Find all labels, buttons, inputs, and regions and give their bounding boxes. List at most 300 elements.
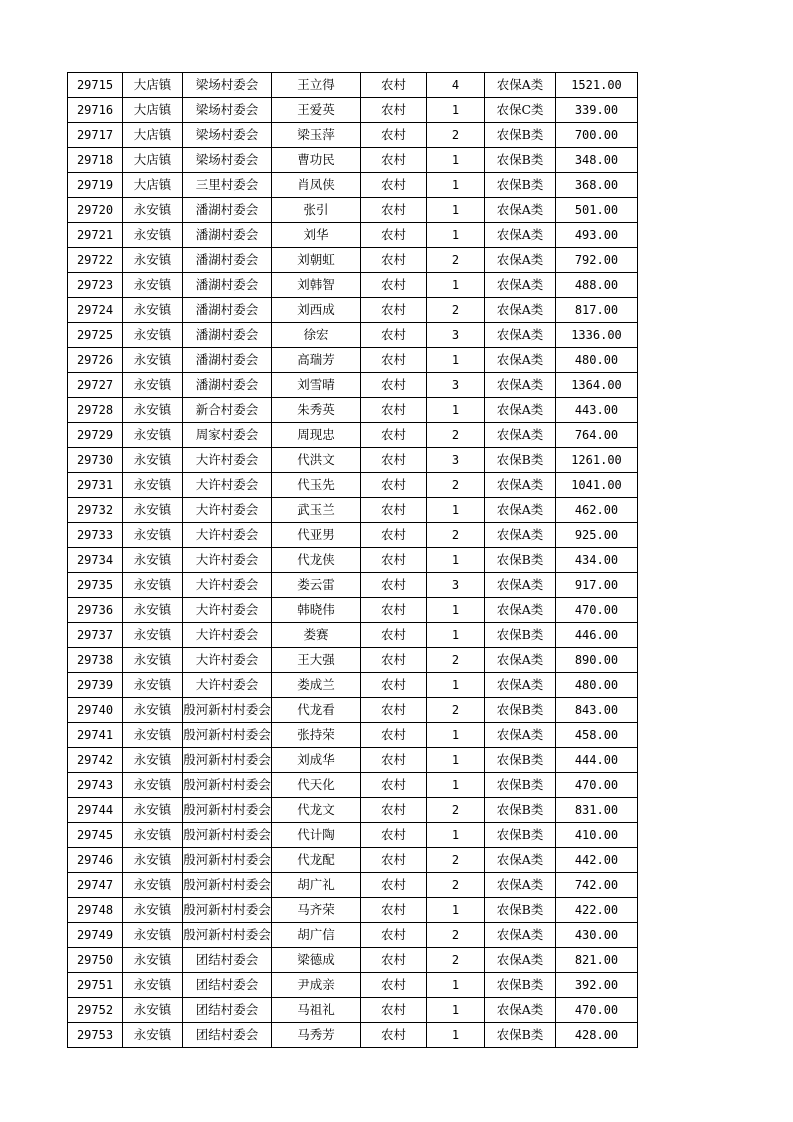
town-cell: 永安镇: [123, 298, 183, 323]
town-cell: 永安镇: [123, 573, 183, 598]
name-cell: 胡广信: [272, 923, 361, 948]
id-cell: 29753: [68, 1023, 123, 1048]
village-cell: 殷河新村村委会: [183, 923, 272, 948]
table-row: [68, 898, 638, 923]
category-cell: 农保A类: [485, 848, 556, 873]
village-cell: 梁场村委会: [183, 148, 272, 173]
count-cell: 1: [427, 98, 485, 123]
name-cell: 代天化: [272, 773, 361, 798]
category-cell: 农保A类: [485, 498, 556, 523]
area-cell: 农村: [361, 323, 427, 348]
id-cell: 29745: [68, 823, 123, 848]
table-row: [68, 498, 638, 523]
count-cell: 2: [427, 298, 485, 323]
name-cell: 代龙侠: [272, 548, 361, 573]
village-cell: 潘湖村委会: [183, 348, 272, 373]
table-row: [68, 923, 638, 948]
data-table: [67, 72, 638, 1048]
area-cell: 农村: [361, 148, 427, 173]
village-cell: 殷河新村村委会: [183, 873, 272, 898]
amount-cell: 470.00: [556, 773, 638, 798]
count-cell: 1: [427, 398, 485, 423]
id-cell: 29751: [68, 973, 123, 998]
amount-cell: 764.00: [556, 423, 638, 448]
area-cell: 农村: [361, 373, 427, 398]
amount-cell: 843.00: [556, 698, 638, 723]
name-cell: 娄云雷: [272, 573, 361, 598]
village-cell: 潘湖村委会: [183, 223, 272, 248]
town-cell: 永安镇: [123, 398, 183, 423]
name-cell: 张引: [272, 198, 361, 223]
count-cell: 1: [427, 498, 485, 523]
table-row: [68, 448, 638, 473]
table-row: [68, 473, 638, 498]
town-cell: 永安镇: [123, 948, 183, 973]
id-cell: 29733: [68, 523, 123, 548]
count-cell: 1: [427, 998, 485, 1023]
table-row: [68, 198, 638, 223]
name-cell: 高瑞芳: [272, 348, 361, 373]
table-row: [68, 773, 638, 798]
table-row: [68, 173, 638, 198]
id-cell: 29740: [68, 698, 123, 723]
id-cell: 29737: [68, 623, 123, 648]
name-cell: 梁德成: [272, 948, 361, 973]
count-cell: 1: [427, 623, 485, 648]
count-cell: 2: [427, 648, 485, 673]
town-cell: 永安镇: [123, 273, 183, 298]
amount-cell: 480.00: [556, 673, 638, 698]
name-cell: 王大强: [272, 648, 361, 673]
name-cell: 刘西成: [272, 298, 361, 323]
town-cell: 永安镇: [123, 198, 183, 223]
name-cell: 刘韩智: [272, 273, 361, 298]
village-cell: 潘湖村委会: [183, 298, 272, 323]
amount-cell: 917.00: [556, 573, 638, 598]
area-cell: 农村: [361, 298, 427, 323]
area-cell: 农村: [361, 873, 427, 898]
count-cell: 1: [427, 173, 485, 198]
name-cell: 朱秀英: [272, 398, 361, 423]
town-cell: 永安镇: [123, 748, 183, 773]
table-row: [68, 973, 638, 998]
id-cell: 29746: [68, 848, 123, 873]
id-cell: 29743: [68, 773, 123, 798]
name-cell: 王爱英: [272, 98, 361, 123]
category-cell: 农保A类: [485, 948, 556, 973]
area-cell: 农村: [361, 598, 427, 623]
amount-cell: 430.00: [556, 923, 638, 948]
village-cell: 潘湖村委会: [183, 323, 272, 348]
table-row: [68, 723, 638, 748]
name-cell: 马祖礼: [272, 998, 361, 1023]
town-cell: 永安镇: [123, 498, 183, 523]
area-cell: 农村: [361, 948, 427, 973]
category-cell: 农保B类: [485, 623, 556, 648]
village-cell: 大许村委会: [183, 473, 272, 498]
name-cell: 代洪文: [272, 448, 361, 473]
table-row: [68, 323, 638, 348]
area-cell: 农村: [361, 998, 427, 1023]
table-row: [68, 248, 638, 273]
town-cell: 永安镇: [123, 348, 183, 373]
town-cell: 大店镇: [123, 73, 183, 98]
category-cell: 农保B类: [485, 823, 556, 848]
count-cell: 1: [427, 198, 485, 223]
amount-cell: 392.00: [556, 973, 638, 998]
id-cell: 29715: [68, 73, 123, 98]
village-cell: 周家村委会: [183, 423, 272, 448]
table-row: [68, 948, 638, 973]
name-cell: 张持荣: [272, 723, 361, 748]
amount-cell: 890.00: [556, 648, 638, 673]
area-cell: 农村: [361, 423, 427, 448]
count-cell: 1: [427, 973, 485, 998]
table-row: [68, 848, 638, 873]
count-cell: 2: [427, 798, 485, 823]
town-cell: 永安镇: [123, 898, 183, 923]
village-cell: 梁场村委会: [183, 73, 272, 98]
amount-cell: 458.00: [556, 723, 638, 748]
town-cell: 永安镇: [123, 873, 183, 898]
area-cell: 农村: [361, 498, 427, 523]
amount-cell: 925.00: [556, 523, 638, 548]
village-cell: 团结村委会: [183, 973, 272, 998]
category-cell: 农保A类: [485, 73, 556, 98]
id-cell: 29744: [68, 798, 123, 823]
category-cell: 农保A类: [485, 523, 556, 548]
town-cell: 永安镇: [123, 548, 183, 573]
amount-cell: 493.00: [556, 223, 638, 248]
category-cell: 农保B类: [485, 148, 556, 173]
town-cell: 永安镇: [123, 973, 183, 998]
count-cell: 1: [427, 898, 485, 923]
area-cell: 农村: [361, 273, 427, 298]
name-cell: 马秀芳: [272, 1023, 361, 1048]
area-cell: 农村: [361, 648, 427, 673]
category-cell: 农保A类: [485, 873, 556, 898]
amount-cell: 700.00: [556, 123, 638, 148]
name-cell: 肖凤侠: [272, 173, 361, 198]
area-cell: 农村: [361, 623, 427, 648]
table-row: [68, 423, 638, 448]
amount-cell: 410.00: [556, 823, 638, 848]
amount-cell: 428.00: [556, 1023, 638, 1048]
name-cell: 代计陶: [272, 823, 361, 848]
category-cell: 农保A类: [485, 673, 556, 698]
count-cell: 2: [427, 923, 485, 948]
name-cell: 马齐荣: [272, 898, 361, 923]
village-cell: 殷河新村村委会: [183, 698, 272, 723]
village-cell: 大许村委会: [183, 498, 272, 523]
area-cell: 农村: [361, 798, 427, 823]
village-cell: 大许村委会: [183, 523, 272, 548]
category-cell: 农保A类: [485, 248, 556, 273]
count-cell: 2: [427, 123, 485, 148]
category-cell: 农保A类: [485, 923, 556, 948]
count-cell: 1: [427, 673, 485, 698]
category-cell: 农保B类: [485, 548, 556, 573]
name-cell: 代龙看: [272, 698, 361, 723]
table-row: [68, 798, 638, 823]
id-cell: 29726: [68, 348, 123, 373]
name-cell: 娄成兰: [272, 673, 361, 698]
id-cell: 29742: [68, 748, 123, 773]
area-cell: 农村: [361, 923, 427, 948]
category-cell: 农保A类: [485, 598, 556, 623]
town-cell: 永安镇: [123, 773, 183, 798]
amount-cell: 446.00: [556, 623, 638, 648]
area-cell: 农村: [361, 823, 427, 848]
amount-cell: 817.00: [556, 298, 638, 323]
village-cell: 潘湖村委会: [183, 248, 272, 273]
id-cell: 29724: [68, 298, 123, 323]
count-cell: 1: [427, 1023, 485, 1048]
area-cell: 农村: [361, 73, 427, 98]
category-cell: 农保B类: [485, 698, 556, 723]
category-cell: 农保A类: [485, 323, 556, 348]
village-cell: 殷河新村村委会: [183, 848, 272, 873]
village-cell: 殷河新村村委会: [183, 723, 272, 748]
id-cell: 29750: [68, 948, 123, 973]
name-cell: 梁玉萍: [272, 123, 361, 148]
id-cell: 29735: [68, 573, 123, 598]
id-cell: 29738: [68, 648, 123, 673]
town-cell: 大店镇: [123, 123, 183, 148]
amount-cell: 1521.00: [556, 73, 638, 98]
area-cell: 农村: [361, 248, 427, 273]
id-cell: 29717: [68, 123, 123, 148]
name-cell: 刘成华: [272, 748, 361, 773]
amount-cell: 442.00: [556, 848, 638, 873]
category-cell: 农保A类: [485, 223, 556, 248]
id-cell: 29719: [68, 173, 123, 198]
id-cell: 29741: [68, 723, 123, 748]
count-cell: 1: [427, 348, 485, 373]
id-cell: 29739: [68, 673, 123, 698]
table-row: [68, 98, 638, 123]
town-cell: 永安镇: [123, 448, 183, 473]
category-cell: 农保A类: [485, 398, 556, 423]
area-cell: 农村: [361, 723, 427, 748]
id-cell: 29722: [68, 248, 123, 273]
table-row: [68, 273, 638, 298]
area-cell: 农村: [361, 348, 427, 373]
town-cell: 大店镇: [123, 173, 183, 198]
category-cell: 农保A类: [485, 273, 556, 298]
area-cell: 农村: [361, 1023, 427, 1048]
table-row: [68, 598, 638, 623]
table-row: [68, 573, 638, 598]
name-cell: 周现忠: [272, 423, 361, 448]
table-row: [68, 623, 638, 648]
count-cell: 2: [427, 248, 485, 273]
category-cell: 农保A类: [485, 648, 556, 673]
amount-cell: 348.00: [556, 148, 638, 173]
amount-cell: 1364.00: [556, 373, 638, 398]
village-cell: 三里村委会: [183, 173, 272, 198]
id-cell: 29732: [68, 498, 123, 523]
name-cell: 胡广礼: [272, 873, 361, 898]
id-cell: 29749: [68, 923, 123, 948]
id-cell: 29752: [68, 998, 123, 1023]
id-cell: 29716: [68, 98, 123, 123]
category-cell: 农保A类: [485, 423, 556, 448]
id-cell: 29727: [68, 373, 123, 398]
town-cell: 永安镇: [123, 598, 183, 623]
village-cell: 梁场村委会: [183, 123, 272, 148]
town-cell: 永安镇: [123, 798, 183, 823]
town-cell: 永安镇: [123, 223, 183, 248]
village-cell: 殷河新村村委会: [183, 773, 272, 798]
amount-cell: 1336.00: [556, 323, 638, 348]
area-cell: 农村: [361, 573, 427, 598]
id-cell: 29747: [68, 873, 123, 898]
id-cell: 29720: [68, 198, 123, 223]
category-cell: 农保B类: [485, 898, 556, 923]
amount-cell: 339.00: [556, 98, 638, 123]
town-cell: 大店镇: [123, 98, 183, 123]
id-cell: 29721: [68, 223, 123, 248]
area-cell: 农村: [361, 198, 427, 223]
area-cell: 农村: [361, 548, 427, 573]
table-row: [68, 548, 638, 573]
table-row: [68, 673, 638, 698]
id-cell: 29734: [68, 548, 123, 573]
area-cell: 农村: [361, 98, 427, 123]
category-cell: 农保A类: [485, 723, 556, 748]
table-row: [68, 373, 638, 398]
amount-cell: 821.00: [556, 948, 638, 973]
village-cell: 大许村委会: [183, 548, 272, 573]
table-row: [68, 823, 638, 848]
village-cell: 大许村委会: [183, 673, 272, 698]
id-cell: 29718: [68, 148, 123, 173]
area-cell: 农村: [361, 748, 427, 773]
area-cell: 农村: [361, 898, 427, 923]
id-cell: 29729: [68, 423, 123, 448]
name-cell: 代亚男: [272, 523, 361, 548]
town-cell: 永安镇: [123, 998, 183, 1023]
category-cell: 农保A类: [485, 348, 556, 373]
table-row: [68, 998, 638, 1023]
town-cell: 永安镇: [123, 1023, 183, 1048]
table-row: [68, 148, 638, 173]
amount-cell: 470.00: [556, 598, 638, 623]
category-cell: 农保A类: [485, 998, 556, 1023]
name-cell: 代玉先: [272, 473, 361, 498]
table-row: [68, 748, 638, 773]
name-cell: 代龙文: [272, 798, 361, 823]
area-cell: 农村: [361, 773, 427, 798]
amount-cell: 444.00: [556, 748, 638, 773]
town-cell: 永安镇: [123, 248, 183, 273]
village-cell: 潘湖村委会: [183, 198, 272, 223]
name-cell: 刘华: [272, 223, 361, 248]
table-row: [68, 648, 638, 673]
table-row: [68, 873, 638, 898]
table-row: [68, 398, 638, 423]
count-cell: 2: [427, 523, 485, 548]
id-cell: 29731: [68, 473, 123, 498]
name-cell: 刘朝虹: [272, 248, 361, 273]
area-cell: 农村: [361, 173, 427, 198]
amount-cell: 792.00: [556, 248, 638, 273]
village-cell: 大许村委会: [183, 648, 272, 673]
town-cell: 永安镇: [123, 423, 183, 448]
village-cell: 潘湖村委会: [183, 373, 272, 398]
count-cell: 2: [427, 948, 485, 973]
area-cell: 农村: [361, 523, 427, 548]
category-cell: 农保B类: [485, 123, 556, 148]
count-cell: 2: [427, 848, 485, 873]
amount-cell: 422.00: [556, 898, 638, 923]
village-cell: 殷河新村村委会: [183, 798, 272, 823]
count-cell: 3: [427, 373, 485, 398]
table-row: [68, 223, 638, 248]
village-cell: 大许村委会: [183, 598, 272, 623]
area-cell: 农村: [361, 973, 427, 998]
table-row: [68, 698, 638, 723]
count-cell: 2: [427, 473, 485, 498]
count-cell: 1: [427, 823, 485, 848]
name-cell: 曹功民: [272, 148, 361, 173]
area-cell: 农村: [361, 223, 427, 248]
table-row: [68, 298, 638, 323]
amount-cell: 488.00: [556, 273, 638, 298]
village-cell: 新合村委会: [183, 398, 272, 423]
town-cell: 永安镇: [123, 723, 183, 748]
table-body: [68, 73, 638, 1048]
table-row: [68, 73, 638, 98]
area-cell: 农村: [361, 698, 427, 723]
table-row: [68, 348, 638, 373]
amount-cell: 480.00: [556, 348, 638, 373]
category-cell: 农保B类: [485, 773, 556, 798]
category-cell: 农保A类: [485, 373, 556, 398]
village-cell: 大许村委会: [183, 448, 272, 473]
category-cell: 农保B类: [485, 1023, 556, 1048]
area-cell: 农村: [361, 848, 427, 873]
table-row: [68, 1023, 638, 1048]
id-cell: 29730: [68, 448, 123, 473]
town-cell: 永安镇: [123, 823, 183, 848]
amount-cell: 462.00: [556, 498, 638, 523]
id-cell: 29723: [68, 273, 123, 298]
town-cell: 永安镇: [123, 523, 183, 548]
category-cell: 农保A类: [485, 473, 556, 498]
category-cell: 农保B类: [485, 973, 556, 998]
area-cell: 农村: [361, 448, 427, 473]
name-cell: 尹成亲: [272, 973, 361, 998]
village-cell: 团结村委会: [183, 1023, 272, 1048]
name-cell: 徐宏: [272, 323, 361, 348]
town-cell: 永安镇: [123, 623, 183, 648]
area-cell: 农村: [361, 398, 427, 423]
amount-cell: 742.00: [556, 873, 638, 898]
amount-cell: 1041.00: [556, 473, 638, 498]
town-cell: 永安镇: [123, 648, 183, 673]
count-cell: 1: [427, 773, 485, 798]
table-row: [68, 123, 638, 148]
count-cell: 1: [427, 148, 485, 173]
count-cell: 1: [427, 723, 485, 748]
category-cell: 农保A类: [485, 298, 556, 323]
count-cell: 1: [427, 598, 485, 623]
amount-cell: 501.00: [556, 198, 638, 223]
count-cell: 2: [427, 423, 485, 448]
town-cell: 永安镇: [123, 923, 183, 948]
